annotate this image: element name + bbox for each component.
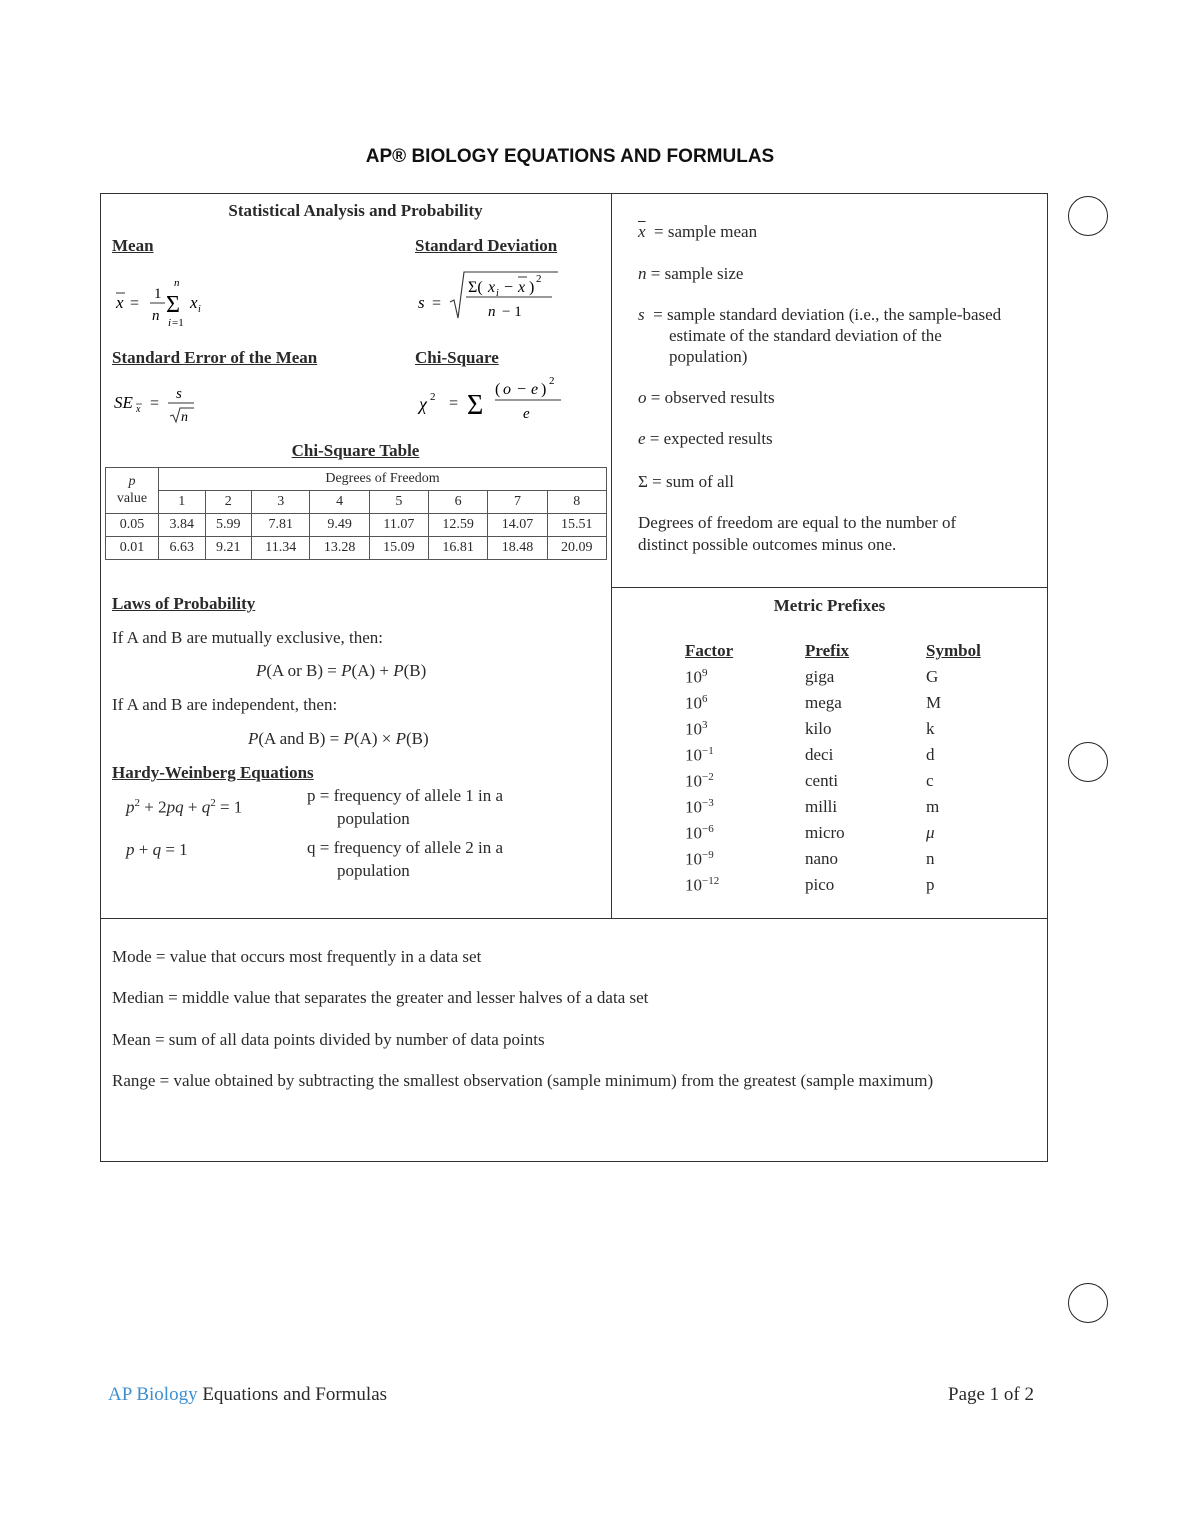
exponent: 6: [702, 692, 708, 705]
svg-text:2: 2: [430, 391, 436, 403]
svg-text:=: =: [130, 295, 140, 312]
df-cell: 3: [252, 491, 310, 514]
chi-square-formula: [415, 370, 575, 426]
def-expected: [638, 429, 773, 449]
def-observed: [638, 388, 775, 408]
factor-cell: $10^{-6}$: [685, 822, 714, 843]
symbol-cell: μ: [926, 823, 935, 842]
table-row: [106, 514, 607, 537]
table-row: [106, 537, 607, 560]
exponent: −6: [702, 822, 714, 835]
page-number: Page 1 of 2: [948, 1384, 1035, 1405]
df-cell: 6: [429, 491, 488, 514]
o-symbol: o: [638, 388, 647, 407]
df-header: Degrees of Freedom: [159, 468, 607, 491]
critical-value-cell: 11.34: [252, 537, 310, 560]
value-header-text: value: [116, 490, 148, 506]
svg-text:1: 1: [154, 286, 162, 302]
prefix-cell: kilo: [805, 719, 832, 738]
critical-value-cell: 16.81: [429, 537, 488, 560]
svg-text:): ): [529, 279, 535, 296]
symbol-cell: m: [926, 797, 940, 816]
def-degrees-freedom-cont: distinct possible outcomes minus one.: [638, 535, 897, 554]
prefix-cell: giga: [805, 667, 835, 686]
critical-value-cell: 5.99: [205, 514, 252, 537]
prefix-cell: centi: [805, 771, 839, 790]
factor-cell: $10^{-1}$: [685, 744, 714, 765]
symbol-cell: d: [926, 745, 935, 764]
table-row: [685, 768, 981, 794]
sem-formula: [110, 380, 210, 426]
chi-table-label: Chi-Square Table: [291, 441, 420, 460]
svg-text:o: o: [503, 381, 511, 398]
chi-square-table: [105, 467, 607, 560]
df-cell: 5: [369, 491, 428, 514]
prefix-cell: milli: [805, 797, 838, 816]
factor-header: Factor: [685, 641, 734, 660]
table-row: [685, 690, 981, 716]
svg-text:− 1: − 1: [502, 304, 522, 320]
independent-formula: P(A and B) = P(A) × P(B): [248, 729, 429, 748]
table-row: [685, 716, 981, 742]
exponent: −2: [702, 770, 714, 783]
svg-text:i: i: [496, 288, 499, 299]
critical-value-cell: 6.63: [159, 537, 206, 560]
mode-definition: Mode = value that occurs most frequently in a data set: [112, 947, 482, 966]
prefix-cell: mega: [805, 693, 842, 712]
svg-text:x: x: [136, 404, 141, 415]
table-row: [685, 846, 981, 872]
svg-text:2: 2: [536, 273, 542, 285]
factor-cell: $10^3$: [685, 718, 708, 739]
xbar-symbol: $\overline{x}$: [638, 222, 646, 241]
symbol-cell: p: [926, 875, 935, 894]
hardy-weinberg-heading: Hardy-Weinberg Equations: [112, 763, 314, 782]
critical-value-cell: 15.09: [369, 537, 428, 560]
chi-label: Chi-Square: [415, 348, 499, 367]
def-sample-sd-cont: estimate of the standard deviation of the: [669, 326, 942, 345]
sd-label: Standard Deviation: [415, 236, 558, 255]
punch-hole-middle: [1068, 742, 1108, 782]
exponent: −3: [702, 796, 714, 809]
prefix-cell: deci: [805, 745, 834, 764]
svg-text:SE: SE: [114, 393, 133, 412]
symbol-cell: G: [926, 667, 939, 686]
factor-cell: $10^{-12}$: [685, 874, 720, 895]
symbol-header: Symbol: [926, 641, 981, 660]
exponent: 3: [702, 718, 708, 731]
independent-text: If A and B are independent, then:: [112, 695, 338, 714]
svg-text:−: −: [504, 279, 514, 296]
prefix-cell: pico: [805, 875, 835, 894]
def-text: = expected results: [649, 429, 773, 448]
critical-value-cell: 3.84: [159, 514, 206, 537]
svg-text:−: −: [517, 381, 527, 398]
stats-heading: Statistical Analysis and Probability: [228, 201, 483, 220]
svg-text:e: e: [531, 381, 539, 398]
factor-cell: $10^{-2}$: [685, 770, 714, 791]
def-sample-sd: [638, 305, 1001, 325]
def-sample-size: [638, 264, 743, 284]
critical-value-cell: 14.07: [488, 514, 547, 537]
exclusive-formula: P(A or B) = P(A) + P(B): [256, 661, 427, 680]
sem-label: Standard Error of the Mean: [112, 348, 318, 367]
table-row: [685, 664, 981, 690]
probability-heading: Laws of Probability: [112, 594, 256, 613]
factor-cell: $10^{-3}$: [685, 796, 714, 817]
svg-text:Σ: Σ: [467, 390, 484, 421]
q-definition-cont: population: [337, 861, 410, 880]
exclusive-text: If A and B are mutually exclusive, then:: [112, 628, 383, 647]
def-sample-sd-cont2: population): [669, 347, 748, 366]
critical-value-cell: 7.81: [252, 514, 310, 537]
def-text: = sample standard deviation (i.e., the sample-based: [653, 305, 1002, 324]
e-symbol: e: [638, 429, 646, 448]
symbol-cell: n: [926, 849, 935, 868]
svg-text:x: x: [488, 279, 496, 296]
svg-text:n: n: [174, 277, 180, 289]
def-text: = sample size: [650, 264, 744, 283]
svg-text:(: (: [495, 381, 501, 398]
svg-text:s: s: [176, 386, 182, 402]
p-value-cell: 0.05: [106, 514, 159, 537]
p-value-header: [106, 468, 159, 514]
df-row: [106, 491, 607, 514]
svg-text:χ: χ: [419, 394, 427, 414]
critical-value-cell: 18.48: [488, 537, 547, 560]
median-definition: Median = middle value that separates the greater and lesser halves of a data set: [112, 988, 649, 1007]
df-cell: 4: [310, 491, 369, 514]
svg-text:=: =: [150, 395, 160, 412]
def-text: = observed results: [650, 388, 775, 407]
q-definition: q = frequency of allele 2 in a: [307, 838, 504, 857]
punch-hole-bottom: [1068, 1283, 1108, 1323]
svg-text:x: x: [518, 279, 526, 296]
mean-label: Mean: [112, 236, 154, 255]
factor-cell: $10^{-9}$: [685, 848, 714, 869]
svg-text:i: i: [168, 317, 172, 329]
svg-text:n: n: [488, 304, 496, 320]
p-header-text: p: [128, 473, 136, 489]
critical-value-cell: 9.21: [205, 537, 252, 560]
def-sample-mean: [638, 222, 757, 242]
hardy-weinberg-equation-2: p + q = 1: [126, 840, 188, 859]
p-definition-cont: population: [337, 809, 410, 828]
df-cell: 1: [159, 491, 206, 514]
svg-text:i: i: [198, 304, 201, 315]
prefix-header: Prefix: [805, 641, 850, 660]
metric-prefix-table: [685, 638, 981, 898]
page-title: AP® BIOLOGY EQUATIONS AND FORMULAS: [365, 146, 775, 167]
exponent: −9: [702, 848, 714, 861]
df-cell: 7: [488, 491, 547, 514]
exponent: −1: [702, 744, 714, 757]
range-definition: Range = value obtained by subtracting the smallest observation (sample minimum) from the greatest (sample maximum): [112, 1071, 934, 1090]
symbol-cell: k: [926, 719, 935, 738]
table-row: [685, 742, 981, 768]
p-definition: p = frequency of allele 1 in a: [307, 786, 504, 805]
svg-text:s: s: [418, 293, 425, 312]
df-cell: 8: [547, 491, 606, 514]
prefix-cell: micro: [805, 823, 845, 842]
footer-brand: AP Biology: [108, 1384, 198, 1405]
metric-heading: Metric Prefixes: [773, 596, 886, 615]
column-divider: [611, 193, 612, 919]
svg-text:x: x: [116, 293, 124, 312]
symbol-cell: M: [926, 693, 942, 712]
prefix-cell: nano: [805, 849, 839, 868]
def-sum: Σ = sum of all: [638, 472, 734, 491]
svg-text:=1: =1: [172, 317, 184, 329]
bottom-section-divider: [100, 918, 1048, 919]
sd-formula: [412, 266, 572, 328]
critical-value-cell: 12.59: [429, 514, 488, 537]
mean-definition: Mean = sum of all data points divided by number of data points: [112, 1030, 545, 1049]
hardy-weinberg-equation-1: $p^2 + 2pq + q^2 = 1$: [126, 797, 243, 817]
critical-value-cell: 9.49: [310, 514, 369, 537]
svg-text:e: e: [523, 406, 530, 422]
punch-hole-top: [1068, 196, 1108, 236]
critical-value-cell: 20.09: [547, 537, 606, 560]
critical-value-cell: 15.51: [547, 514, 606, 537]
s-symbol: s: [638, 305, 645, 324]
critical-value-cell: 11.07: [369, 514, 428, 537]
exponent: −12: [702, 874, 720, 887]
svg-text:n: n: [152, 308, 160, 324]
table-row: [685, 872, 981, 898]
factor-cell: $10^9$: [685, 666, 708, 687]
n-symbol: n: [638, 264, 647, 283]
svg-text:=: =: [432, 295, 442, 312]
svg-text:): ): [541, 381, 547, 398]
table-row: [685, 794, 981, 820]
table-row: [685, 820, 981, 846]
critical-value-cell: 13.28: [310, 537, 369, 560]
def-degrees-freedom: Degrees of freedom are equal to the number of: [638, 513, 957, 532]
def-text: = sample mean: [654, 222, 758, 241]
exponent: 9: [702, 666, 708, 679]
svg-text:x: x: [190, 293, 198, 312]
symbol-cell: c: [926, 771, 934, 790]
svg-text:Σ(: Σ(: [468, 279, 483, 296]
svg-text:2: 2: [549, 375, 555, 387]
svg-text:n: n: [181, 410, 188, 425]
right-section-divider: [611, 587, 1048, 588]
p-value-cell: 0.01: [106, 537, 159, 560]
svg-text:=: =: [449, 395, 459, 412]
svg-text:Σ: Σ: [166, 292, 180, 318]
footer-title: [108, 1384, 387, 1406]
factor-cell: $10^6$: [685, 692, 708, 713]
footer-rest: Equations and Formulas: [197, 1384, 388, 1405]
df-cell: 2: [205, 491, 252, 514]
mean-formula: [110, 272, 220, 334]
